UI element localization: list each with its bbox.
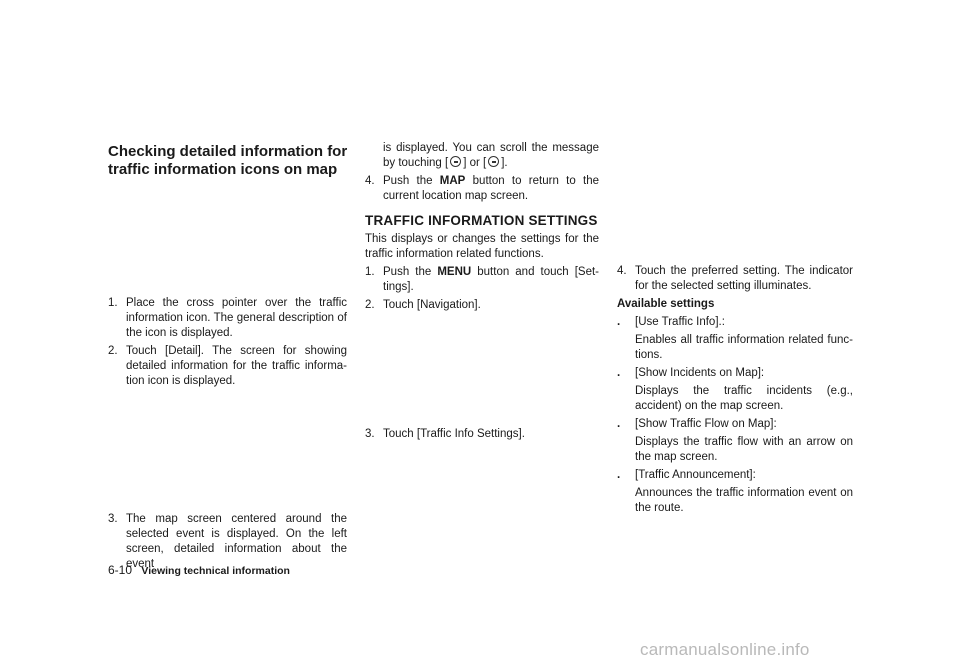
- setting-description: Enables all traffic information related func-tions.: [635, 334, 853, 361]
- setting-label: [Show Traffic Flow on Map]:: [635, 418, 777, 430]
- step-1: [108, 296, 347, 341]
- setting-description: Displays the traffic incidents (e.g., accident) on the map screen.: [635, 385, 853, 412]
- bullet-mark: .: [617, 367, 621, 379]
- settings-step-4: 4. Touch the preferred setting. The indicator for the selected setting illuminates.: [617, 265, 853, 292]
- page-footer: [108, 563, 290, 579]
- setting-label: [Traffic Announcement]:: [635, 469, 756, 481]
- settings-step-1: 1. Push the MENU button and touch [Set-tings].: [365, 266, 599, 293]
- column-middle-step-3: [365, 427, 599, 442]
- step-number: 3.: [365, 428, 375, 440]
- step-number: 2.: [365, 299, 375, 311]
- heading-line-2: traffic information icons on map: [108, 161, 338, 178]
- step-number: 3.: [108, 513, 118, 525]
- watermark: carmanualsonline.info: [640, 640, 810, 659]
- step-3-continuation: is displayed. You can scroll the message by touching [ ] or [ ].: [383, 142, 599, 169]
- setting-item: [617, 468, 853, 516]
- column-right: [617, 264, 853, 516]
- settings-step-2: 2. Touch [Navigation].: [365, 299, 481, 311]
- bullet-mark: .: [617, 469, 621, 481]
- map-button-label: MAP: [439, 175, 466, 187]
- setting-description: Announces the traffic information event on the route.: [635, 487, 853, 514]
- subsection-heading: [108, 143, 348, 179]
- setting-item: [617, 366, 853, 414]
- step-4: 4. Push the MAP button to return to the current location map screen.: [365, 175, 599, 202]
- page-number: 6-10: [108, 563, 133, 577]
- setting-label: [Show Incidents on Map]:: [635, 367, 765, 379]
- setting-label: [Use Traffic Info].:: [635, 316, 725, 328]
- setting-description: Displays the traffic flow with an arrow on the map screen.: [635, 436, 853, 463]
- step-number: 2.: [108, 345, 118, 357]
- bullet-mark: .: [617, 316, 621, 328]
- column-left-steps-1: [108, 296, 347, 389]
- step-text: The map screen centered around the selected event is displayed. On the left screen, detailed information about the event: [126, 513, 347, 570]
- step-number: 4.: [617, 265, 627, 277]
- step-text: Touch [Detail]. The screen for showing detailed information for the traffic informa-tion icon is displayed.: [126, 345, 347, 387]
- step-number: 1.: [365, 266, 375, 278]
- setting-item: [617, 315, 853, 363]
- step-text: Place the cross pointer over the traffic information icon. The general description of the icon is displayed.: [126, 297, 347, 339]
- step-2: [108, 344, 347, 389]
- settings-step-3: 3. Touch [Traffic Info Settings].: [365, 428, 525, 440]
- step-number: 4.: [365, 175, 375, 187]
- scroll-down-icon: [450, 156, 461, 167]
- available-settings-heading: Available settings: [617, 298, 715, 310]
- footer-section-title: Viewing technical information: [141, 565, 290, 577]
- scroll-up-icon: [488, 156, 499, 167]
- intro-paragraph: This displays or changes the settings for the traffic information related functions.: [365, 233, 599, 260]
- column-middle: [365, 141, 599, 313]
- heading-line-1: Checking detailed information for: [108, 143, 348, 160]
- bullet-mark: .: [617, 418, 621, 430]
- step-number: 1.: [108, 297, 118, 309]
- setting-item: [617, 417, 853, 465]
- section-heading: TRAFFIC INFORMATION SETTINGS: [365, 213, 598, 228]
- menu-button-label: MENU: [437, 266, 472, 278]
- column-left: [108, 143, 348, 179]
